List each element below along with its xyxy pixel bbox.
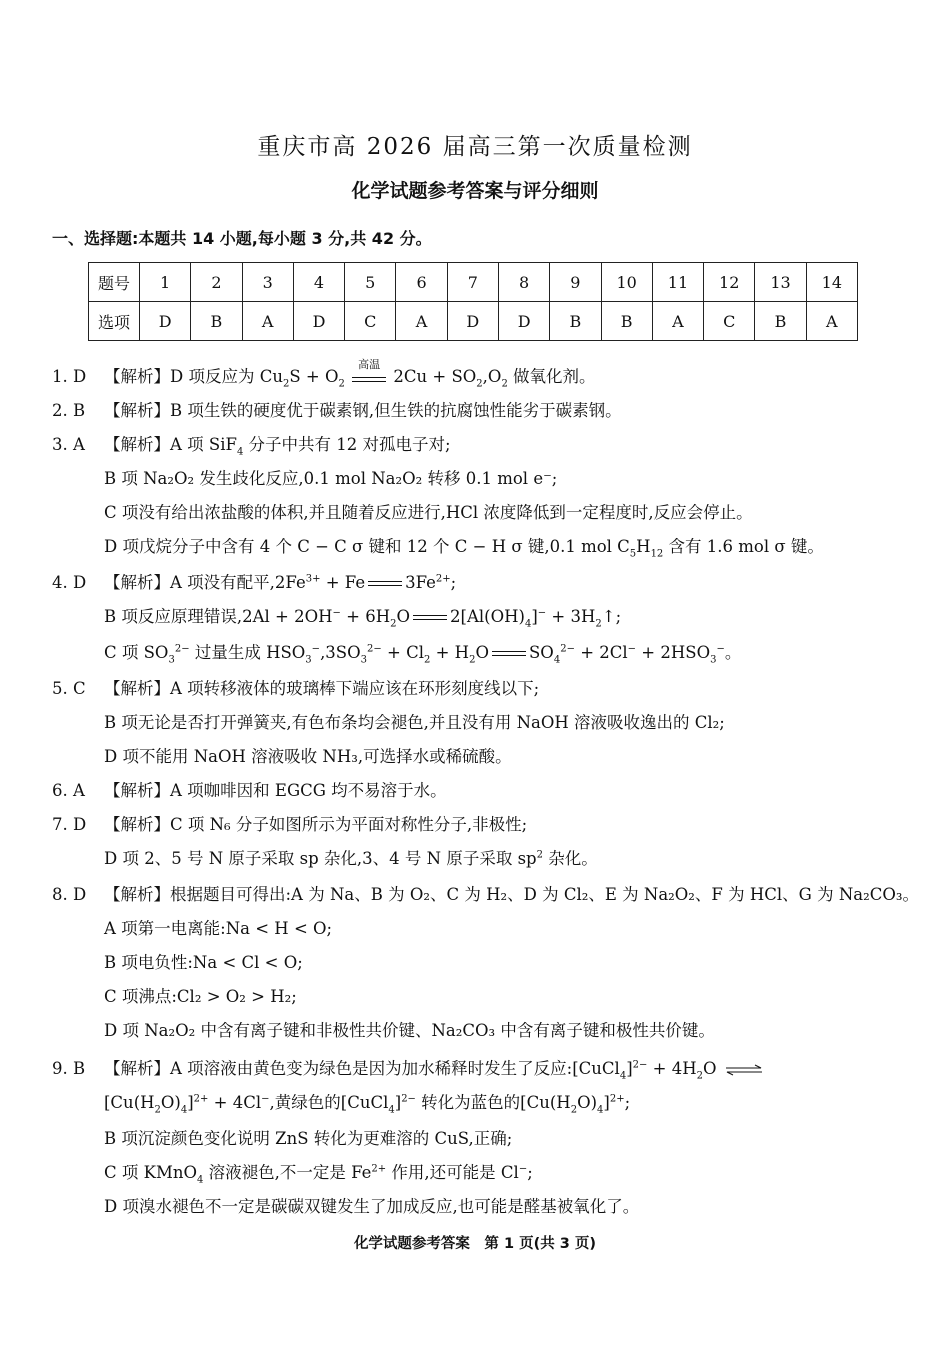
table-cell: D (293, 302, 344, 341)
answer-line (52, 780, 447, 802)
answer-line: B 项 Na₂O₂ 发生歧化反应,0.1 mol Na₂O₂ 转移 0.1 mol e⁻; (104, 469, 558, 488)
answer-line: 4. D 【解析】A 项没有配平$,2Fe^{3+} + Fe$ $3Fe^{2+}$; (52, 573, 457, 592)
question-number: 5. C (52, 679, 86, 698)
section-heading: 一、选择题:本题共 14 小题,每小题 3 分,共 42 分。 (52, 229, 432, 248)
answer-line: $[Cu(H_2O)_4]^{2+} + 4Cl^-$,黄绿色的[CuCl$_4$]$^{2-}$ 转化为蓝色的$[Cu(H_2O)_4]^{2+}$; (104, 1093, 631, 1116)
answer-line: 9. B 【解析】A 项溶液由黄色变为绿色是因为加水稀释时发生了反应:[CuCl$_4$]$^{2-}$ + $4H_2O$ (52, 1058, 766, 1080)
answer-line (52, 678, 539, 700)
table-cell: A (652, 302, 703, 341)
answer-line: C 项 KMnO$_4$ 溶液褪色,不一定是 $Fe^{2+}$ 作用,还可能是 Cl−; (104, 1163, 533, 1186)
table-cell: A (806, 302, 857, 341)
answer-line: D 项 Na₂O₂ 中含有离子键和非极性共价键、Na₂CO₃ 中含有离子键和极性共价键。 (104, 1021, 715, 1040)
answer-line: A 项第一电离能:Na < H < O; (104, 919, 333, 938)
table-cell: 12 (704, 263, 755, 302)
table-cell: D (140, 302, 191, 341)
answer-table (88, 262, 858, 341)
question-number: 4. D (52, 573, 87, 592)
answer-line: B 项反应原理错误$,2Al + 2OH^- + 6H_2O$ $2[Al(OH)_4]^-$ + $3H_2↑$; (104, 607, 622, 630)
answer-line: 3. A 【解析】A 项 SiF$_4$ 分子中共有 12 对孤电子对; (52, 435, 451, 458)
answer-line: B 项电负性:Na < Cl < O; (104, 953, 303, 972)
table-cell: 13 (755, 263, 806, 302)
answer-line (52, 884, 919, 906)
answer-text: 【解析】A 项转移液体的玻璃棒下端应该在环形刻度线以下; (104, 679, 540, 698)
question-number: 2. B (52, 401, 86, 420)
table-cell: 5 (345, 263, 396, 302)
answer-text: 【解析】B 项生铁的硬度优于碳素钢,但生铁的抗腐蚀性能劣于碳素钢。 (104, 401, 622, 420)
page-subtitle: 化学试题参考答案与评分细则 (351, 180, 599, 202)
table-cell: B (755, 302, 806, 341)
answer-line: C 项沸点:Cl₂ > O₂ > H₂; (104, 987, 297, 1006)
question-number: 1. D (52, 367, 87, 386)
table-cell: 6 (396, 263, 447, 302)
answer-line (52, 814, 527, 836)
table-cell: D (498, 302, 549, 341)
table-cell: D (447, 302, 498, 341)
question-number: 7. D (52, 815, 87, 834)
table-header-cell: 题号 (89, 263, 140, 302)
answer-line: D 项不能用 NaOH 溶液吸收 NH₃,可选择水或稀硫酸。 (104, 747, 512, 766)
answer-text: 【解析】A 项咖啡因和 EGCG 均不易溶于水。 (104, 781, 447, 800)
table-cell: 4 (293, 263, 344, 302)
table-row (89, 263, 858, 302)
table-cell: 11 (652, 263, 703, 302)
question-number: 9. B (52, 1059, 86, 1078)
table-cell: C (345, 302, 396, 341)
page-title: 重庆市高 2026 届高三第一次质量检测 (257, 134, 693, 160)
answer-line: B 项无论是否打开弹簧夹,有色布条均会褪色,并且没有用 NaOH 溶液吸收逸出的 Cl₂; (104, 713, 725, 732)
answer-line (52, 400, 622, 422)
table-cell: 10 (601, 263, 652, 302)
table-cell: B (550, 302, 601, 341)
answer-line: C 项没有给出浓盐酸的体积,并且随着反应进行,HCl 浓度降低到一定程度时,反应会停止。 (104, 503, 753, 522)
table-cell: 1 (140, 263, 191, 302)
reaction-condition (350, 358, 388, 390)
table-cell: B (191, 302, 242, 341)
answer-line: B 项沉淀颜色变化说明 ZnS 转化为更难溶的 CuS,正确; (104, 1129, 513, 1148)
table-cell: 14 (806, 263, 857, 302)
table-cell: 7 (447, 263, 498, 302)
table-cell: 9 (550, 263, 601, 302)
question-number: 6. A (52, 781, 85, 800)
table-cell: A (396, 302, 447, 341)
question-number: 8. D (52, 885, 87, 904)
question-number: 3. A (52, 435, 85, 454)
answer-text: 【解析】C 项 N₆ 分子如图所示为平面对称性分子,非极性; (104, 815, 528, 834)
table-cell: 3 (242, 263, 293, 302)
table-header-cell: 选项 (89, 302, 140, 341)
table-row (89, 302, 858, 341)
answer-line: C 项 $SO_3^{2-}$ 过量生成 $HSO_3^-,3SO_3^{2-} + Cl_2 + H_2O$ $SO_4^{2-} + 2Cl^- + 2HSO_3^-$。 (104, 643, 742, 666)
table-cell: C (704, 302, 755, 341)
condition-label: 高温 (358, 358, 381, 371)
answer-line: D 项溴水褪色不一定是碳碳双键发生了加成反应,也可能是醛基被氧化了。 (104, 1197, 640, 1216)
table-cell: 8 (498, 263, 549, 302)
table-cell: B (601, 302, 652, 341)
table-cell: A (242, 302, 293, 341)
page-footer: 化学试题参考答案 第 1 页(共 3 页) (353, 1236, 597, 1252)
table-cell: 2 (191, 263, 242, 302)
answer-line: D 项 2、5 号 N 原子采取 sp 杂化,3、4 号 N 原子采取 $sp^2$ 杂化。 (104, 849, 598, 868)
analysis-tag: 【解析】 (104, 367, 170, 386)
reversible-arrow-icon (725, 1064, 763, 1076)
answer-line: 1. D 【解析】D 项反应为 $Cu_2S + O_2$ 高温 $2Cu + SO_2,O_2$ 做氧化剂。 (52, 366, 596, 390)
answer-line: D 项戊烷分子中含有 4 个 C − C σ 键和 12 个 C − H σ 键,0.1 mol $C_5H_{12}$ 含有 1.6 mol σ 键。 (104, 537, 824, 560)
answer-text: 【解析】根据题目可得出:A 为 Na、B 为 O₂、C 为 H₂、D 为 Cl₂、E 为 Na₂O₂、F 为 HCl、G 为 Na₂CO₃。 (104, 885, 919, 904)
